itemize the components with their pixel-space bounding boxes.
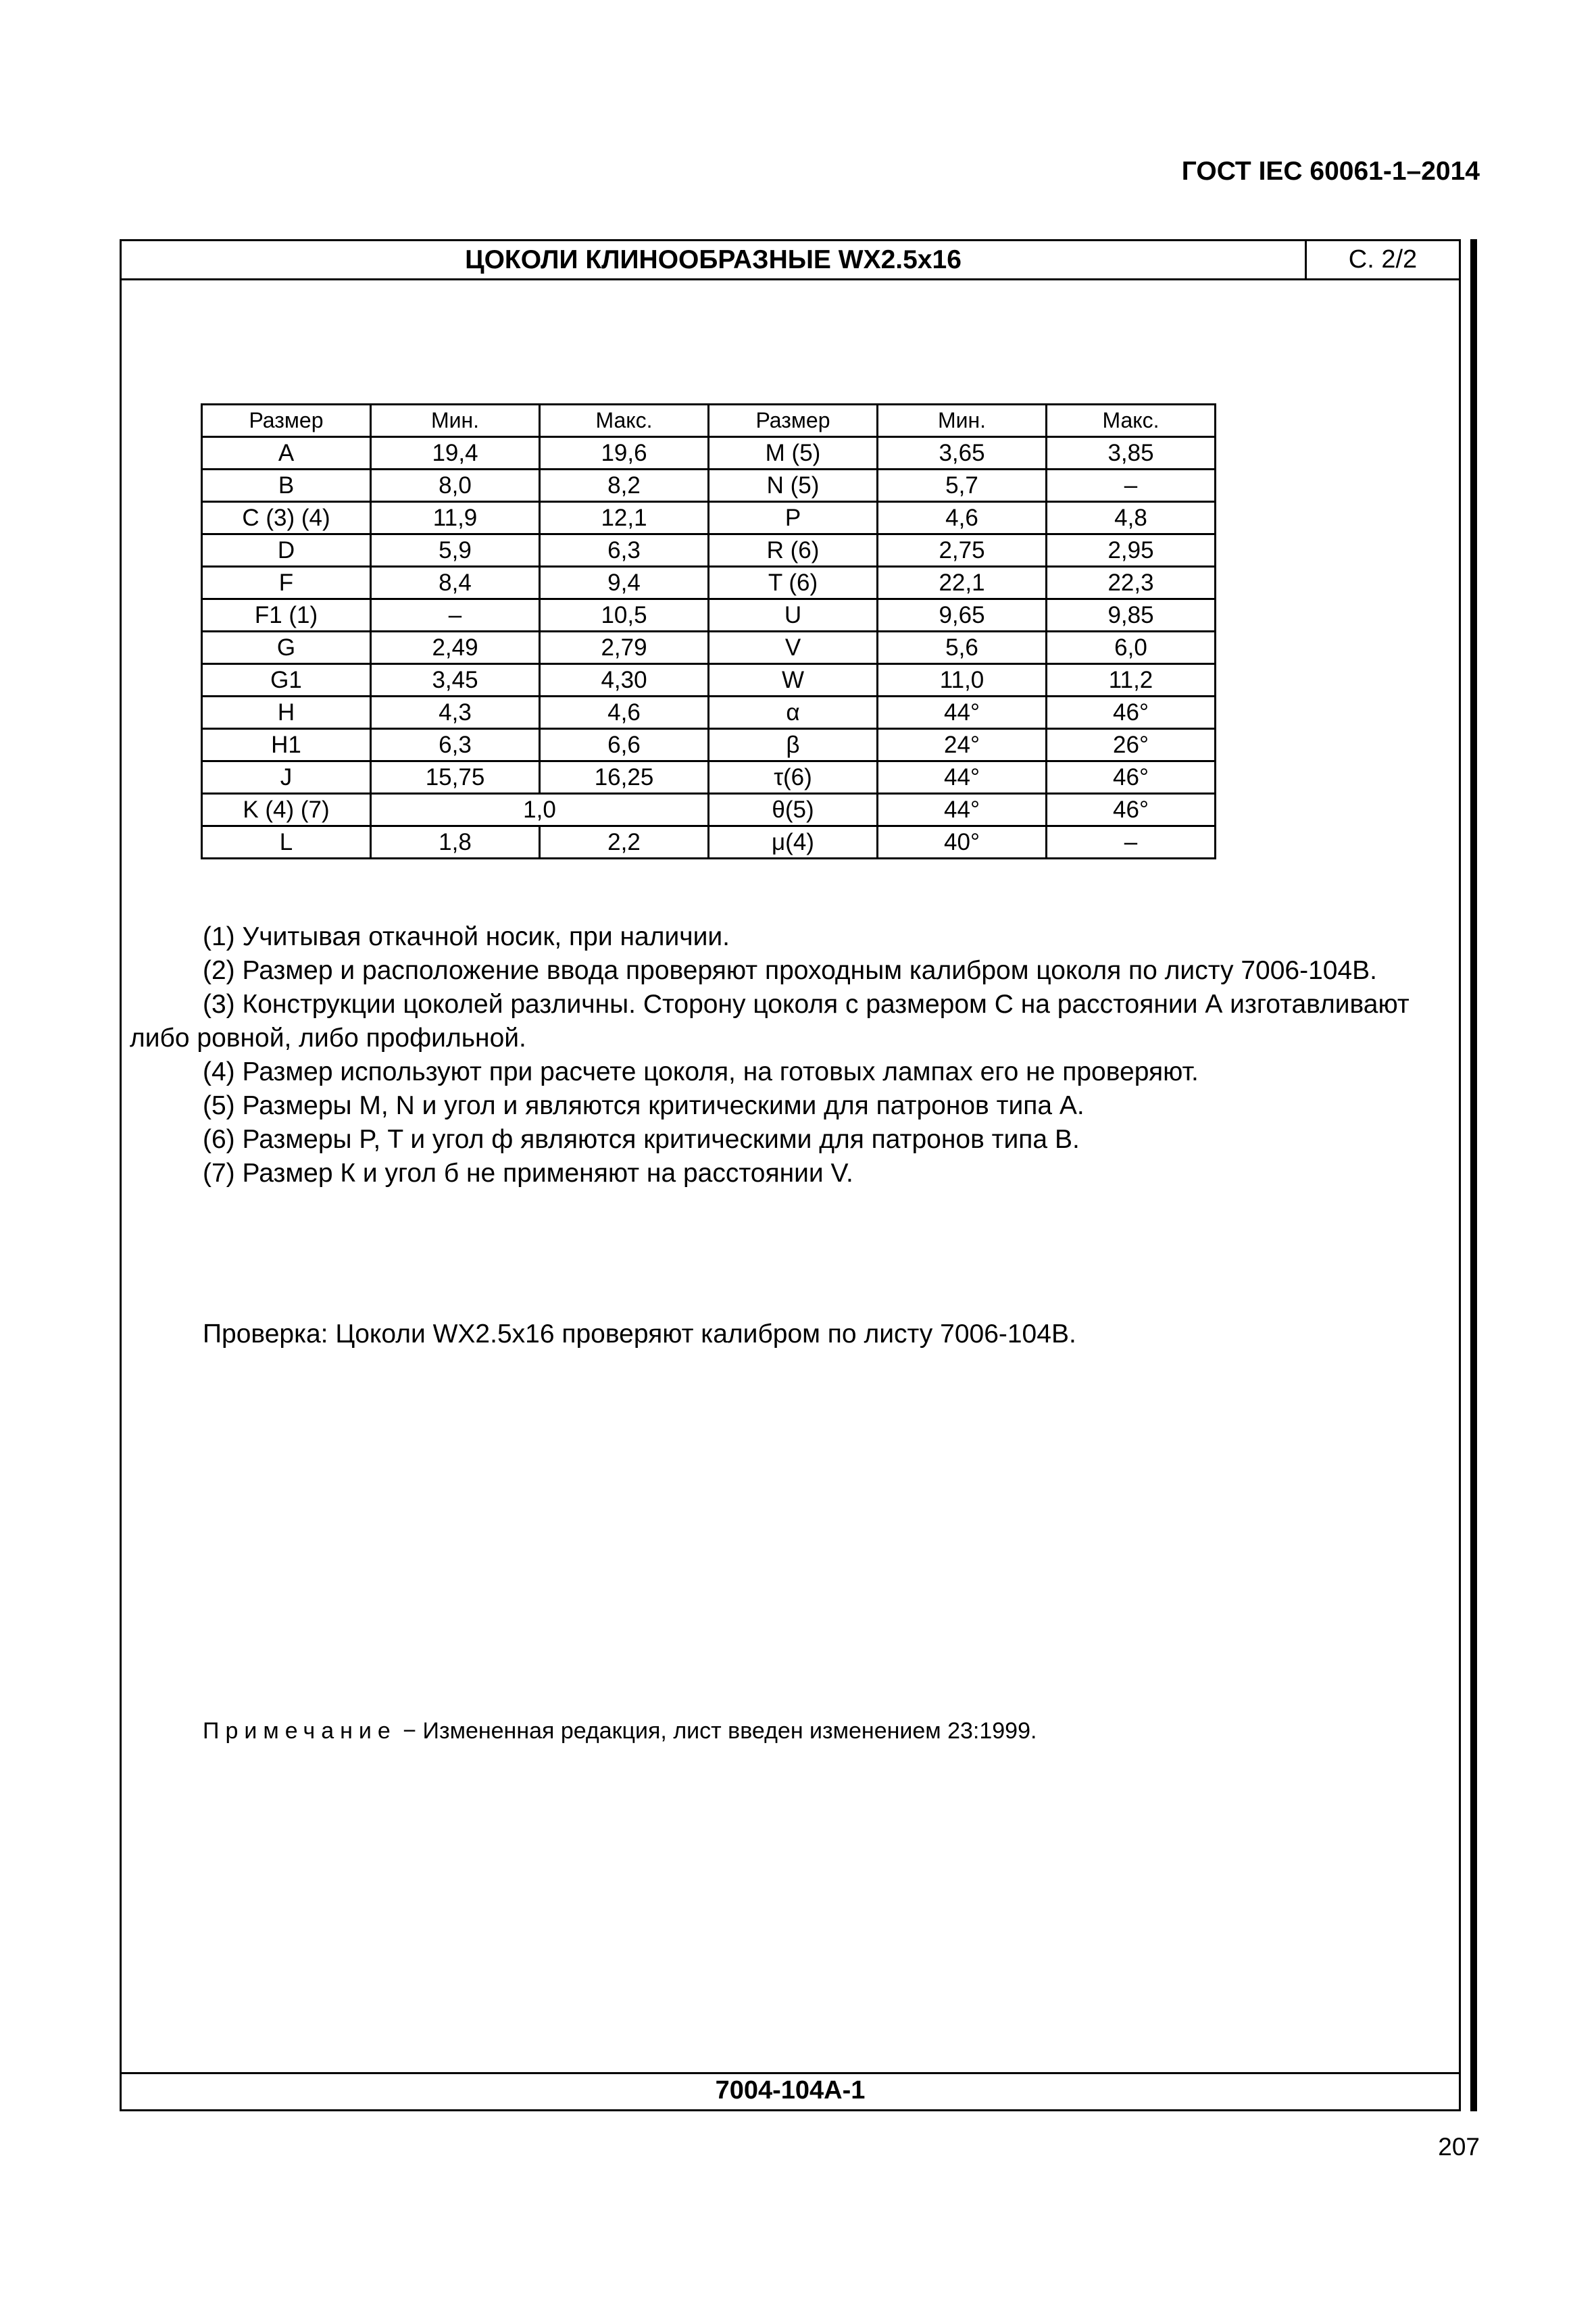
footnote: (5) Размеры M, N и угол и являются критическими для патронов типа А. [203, 1091, 1084, 1120]
table-row [202, 697, 1216, 729]
table-cell: G1 [202, 664, 371, 697]
table-cell: τ(6) [709, 761, 878, 794]
table-row [202, 599, 1216, 632]
table-cell: 11,0 [878, 664, 1047, 697]
table-cell: 22,1 [878, 567, 1047, 599]
header-cell: Макс. [540, 405, 709, 437]
sheet-title-row [122, 241, 1459, 280]
table-row [202, 567, 1216, 599]
header-cell: Мин. [371, 405, 540, 437]
table-cell: 8,0 [371, 470, 540, 502]
table-cell: R (6) [709, 534, 878, 567]
table-cell: W [709, 664, 878, 697]
table-cell: 6,3 [540, 534, 709, 567]
table-row [202, 794, 1216, 826]
table-cell: 5,7 [878, 470, 1047, 502]
table-cell: 44° [878, 794, 1047, 826]
table-cell: θ(5) [709, 794, 878, 826]
standard-code: ГОСТ IEC 60061-1–2014 [1181, 157, 1480, 186]
dimensions-table [201, 403, 1216, 859]
table-cell: 46° [1047, 761, 1216, 794]
table-cell: – [1047, 826, 1216, 859]
table-cell: 46° [1047, 794, 1216, 826]
table-cell: 8,4 [371, 567, 540, 599]
table-cell: 40° [878, 826, 1047, 859]
table-row [202, 534, 1216, 567]
table-row [202, 826, 1216, 859]
table-cell: 5,6 [878, 632, 1047, 664]
table-cell: 9,4 [540, 567, 709, 599]
table-cell: 4,8 [1047, 502, 1216, 534]
table-cell: 19,4 [371, 437, 540, 470]
table-cell: T (6) [709, 567, 878, 599]
table-cell: L [202, 826, 371, 859]
table-cell: α [709, 697, 878, 729]
table-cell: 1,8 [371, 826, 540, 859]
table-cell: B [202, 470, 371, 502]
table-cell: 6,3 [371, 729, 540, 761]
table-cell: 4,30 [540, 664, 709, 697]
table-cell: 10,5 [540, 599, 709, 632]
sheet-page-ref: С. 2/2 [1348, 245, 1418, 274]
table-cell: 12,1 [540, 502, 709, 534]
table-cell: 3,65 [878, 437, 1047, 470]
table-cell-merged: 1,0 [371, 794, 709, 826]
footnote: (6) Размеры P, T и угол ф являются критическими для патронов типа В. [203, 1125, 1080, 1154]
table-cell: – [1047, 470, 1216, 502]
table-cell: P [709, 502, 878, 534]
table-row [202, 664, 1216, 697]
table-cell: F [202, 567, 371, 599]
table-cell: β [709, 729, 878, 761]
header-cell: Размер [202, 405, 371, 437]
header-cell: Мин. [878, 405, 1047, 437]
table-cell: V [709, 632, 878, 664]
table-cell: 2,79 [540, 632, 709, 664]
table-cell: F1 (1) [202, 599, 371, 632]
table-cell: 2,95 [1047, 534, 1216, 567]
table-cell: 24° [878, 729, 1047, 761]
table-cell: 2,75 [878, 534, 1047, 567]
table-cell: μ(4) [709, 826, 878, 859]
table-cell: J [202, 761, 371, 794]
header-cell: Размер [709, 405, 878, 437]
footnotes [130, 920, 1455, 1190]
table-cell: G [202, 632, 371, 664]
table-cell: 6,6 [540, 729, 709, 761]
table-cell: 26° [1047, 729, 1216, 761]
table-header-row [202, 405, 1216, 437]
frame-side-bar [1470, 239, 1477, 2111]
table-cell: U [709, 599, 878, 632]
table-cell: D [202, 534, 371, 567]
table-cell: – [371, 599, 540, 632]
table-row [202, 729, 1216, 761]
remark [203, 1718, 1037, 1744]
footnote: (2) Размер и расположение ввода проверяют проходным калибром цоколя по листу 7006-104B. [203, 956, 1378, 985]
table-cell: N (5) [709, 470, 878, 502]
footnote: (4) Размер используют при расчете цоколя, на готовых лампах его не проверяют. [203, 1057, 1199, 1086]
table-cell: H [202, 697, 371, 729]
table-cell: 3,45 [371, 664, 540, 697]
sheet-title: ЦОКОЛИ КЛИНООБРАЗНЫЕ WX2.5x16 [465, 245, 962, 274]
table-cell: 2,2 [540, 826, 709, 859]
table-cell: 8,2 [540, 470, 709, 502]
table-cell: 6,0 [1047, 632, 1216, 664]
footnote: (3) Конструкции цоколей различны. Сторону цоколя с размером С на расстоянии А изготавливают либо ровной, либо профильной. [130, 990, 1410, 1053]
table-cell: 46° [1047, 697, 1216, 729]
table-cell: M (5) [709, 437, 878, 470]
table-cell: 9,65 [878, 599, 1047, 632]
table-cell: H1 [202, 729, 371, 761]
table-row [202, 470, 1216, 502]
table-cell: 5,9 [371, 534, 540, 567]
table-cell: 11,2 [1047, 664, 1216, 697]
table-cell: 9,85 [1047, 599, 1216, 632]
table-cell: 2,49 [371, 632, 540, 664]
table-row [202, 761, 1216, 794]
table-cell: 4,3 [371, 697, 540, 729]
table-cell: A [202, 437, 371, 470]
page-number: 207 [1438, 2133, 1480, 2161]
footnote: (7) Размер К и угол б не применяют на расстоянии V. [203, 1159, 853, 1188]
remark-text: − Измененная редакция, лист введен изменением 23:1999. [396, 1718, 1037, 1744]
remark-label: Примечание [203, 1718, 397, 1744]
table-cell: 44° [878, 761, 1047, 794]
table-cell: C (3) (4) [202, 502, 371, 534]
table-cell: 4,6 [540, 697, 709, 729]
table-cell: K (4) (7) [202, 794, 371, 826]
table-row [202, 502, 1216, 534]
sheet-footer-row [122, 2072, 1459, 2109]
footnote: (1) Учитывая откачной носик, при наличии. [203, 922, 730, 951]
header-cell: Макс. [1047, 405, 1216, 437]
table-cell: 19,6 [540, 437, 709, 470]
table-cell: 15,75 [371, 761, 540, 794]
sheet-frame [120, 239, 1461, 2111]
check-text: Проверка: Цоколи WX2.5x16 проверяют калибром по листу 7006-104B. [203, 1319, 1076, 1349]
table-cell: 16,25 [540, 761, 709, 794]
table-cell: 4,6 [878, 502, 1047, 534]
table-row [202, 632, 1216, 664]
table-cell: 44° [878, 697, 1047, 729]
table-cell: 11,9 [371, 502, 540, 534]
table-cell: 22,3 [1047, 567, 1216, 599]
table-row [202, 437, 1216, 470]
table-cell: 3,85 [1047, 437, 1216, 470]
sheet-code: 7004-104A-1 [715, 2076, 866, 2105]
